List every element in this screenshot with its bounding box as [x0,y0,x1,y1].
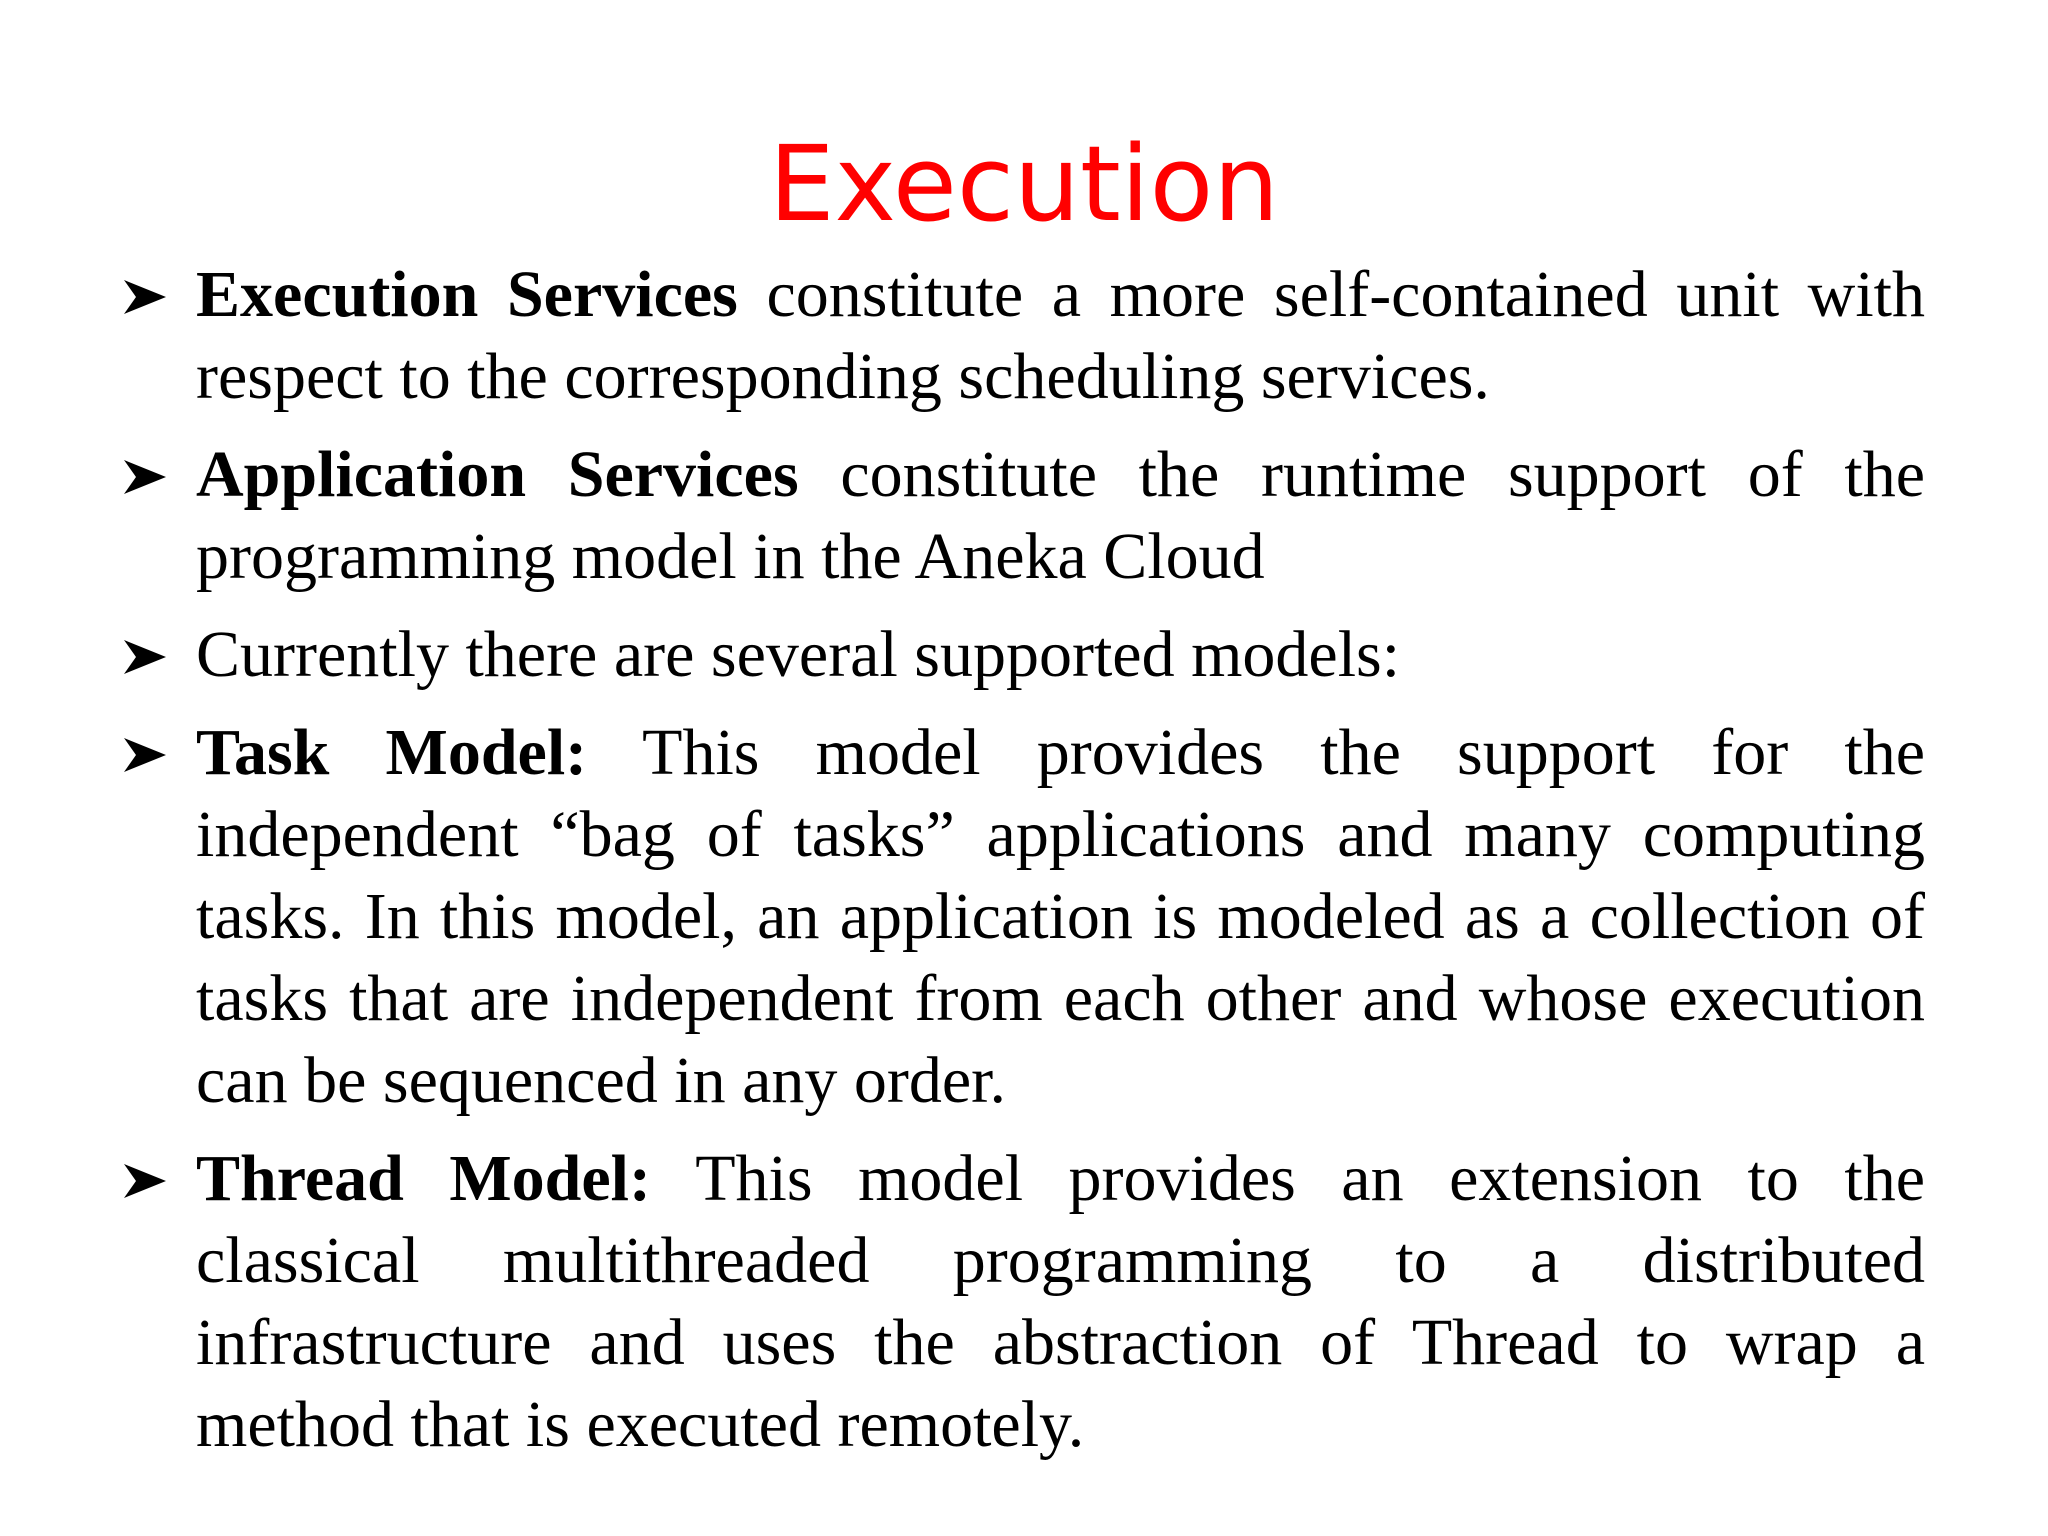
arrow-bullet-icon [120,614,176,696]
bullet-bold-term: Execution Services [196,258,738,331]
slide-title: Execution [768,123,1280,245]
bullet-application-services [120,434,1925,598]
bullet-task-model [120,712,1925,1122]
bullet-execution-services [120,254,1925,418]
bullet-text: This model provides an extension to the classical multithreaded programming to a distributed infrastructure and uses the abstraction of Thread to wrap a method that is executed remotely. [196,1142,1925,1461]
bullet-bold-term: Application Services [196,438,799,511]
bullet-text: constitute the runtime support of the programming model in the Aneka Cloud [196,438,1925,593]
bullet-text: Currently there are several supported models: [196,618,1401,691]
bullet-thread-model [120,1138,1925,1466]
bullet-bold-term: Thread Model: [196,1142,651,1215]
bullet-list [120,254,1925,1482]
arrow-bullet-icon [120,254,176,336]
bullet-supported-models [120,614,1925,696]
arrow-bullet-icon [120,434,176,516]
arrow-bullet-icon [120,1138,176,1220]
bullet-bold-term: Task Model: [196,716,588,789]
arrow-bullet-icon [120,712,176,794]
bullet-text: constitute a more self-contained unit with respect to the corresponding scheduling services. [196,258,1925,413]
bullet-text: This model provides the support for the independent “bag of tasks” applications and many computing tasks. In this model, an application is modeled as a collection of tasks that are independent from each other and whose execution can be sequenced in any order. [196,716,1925,1117]
